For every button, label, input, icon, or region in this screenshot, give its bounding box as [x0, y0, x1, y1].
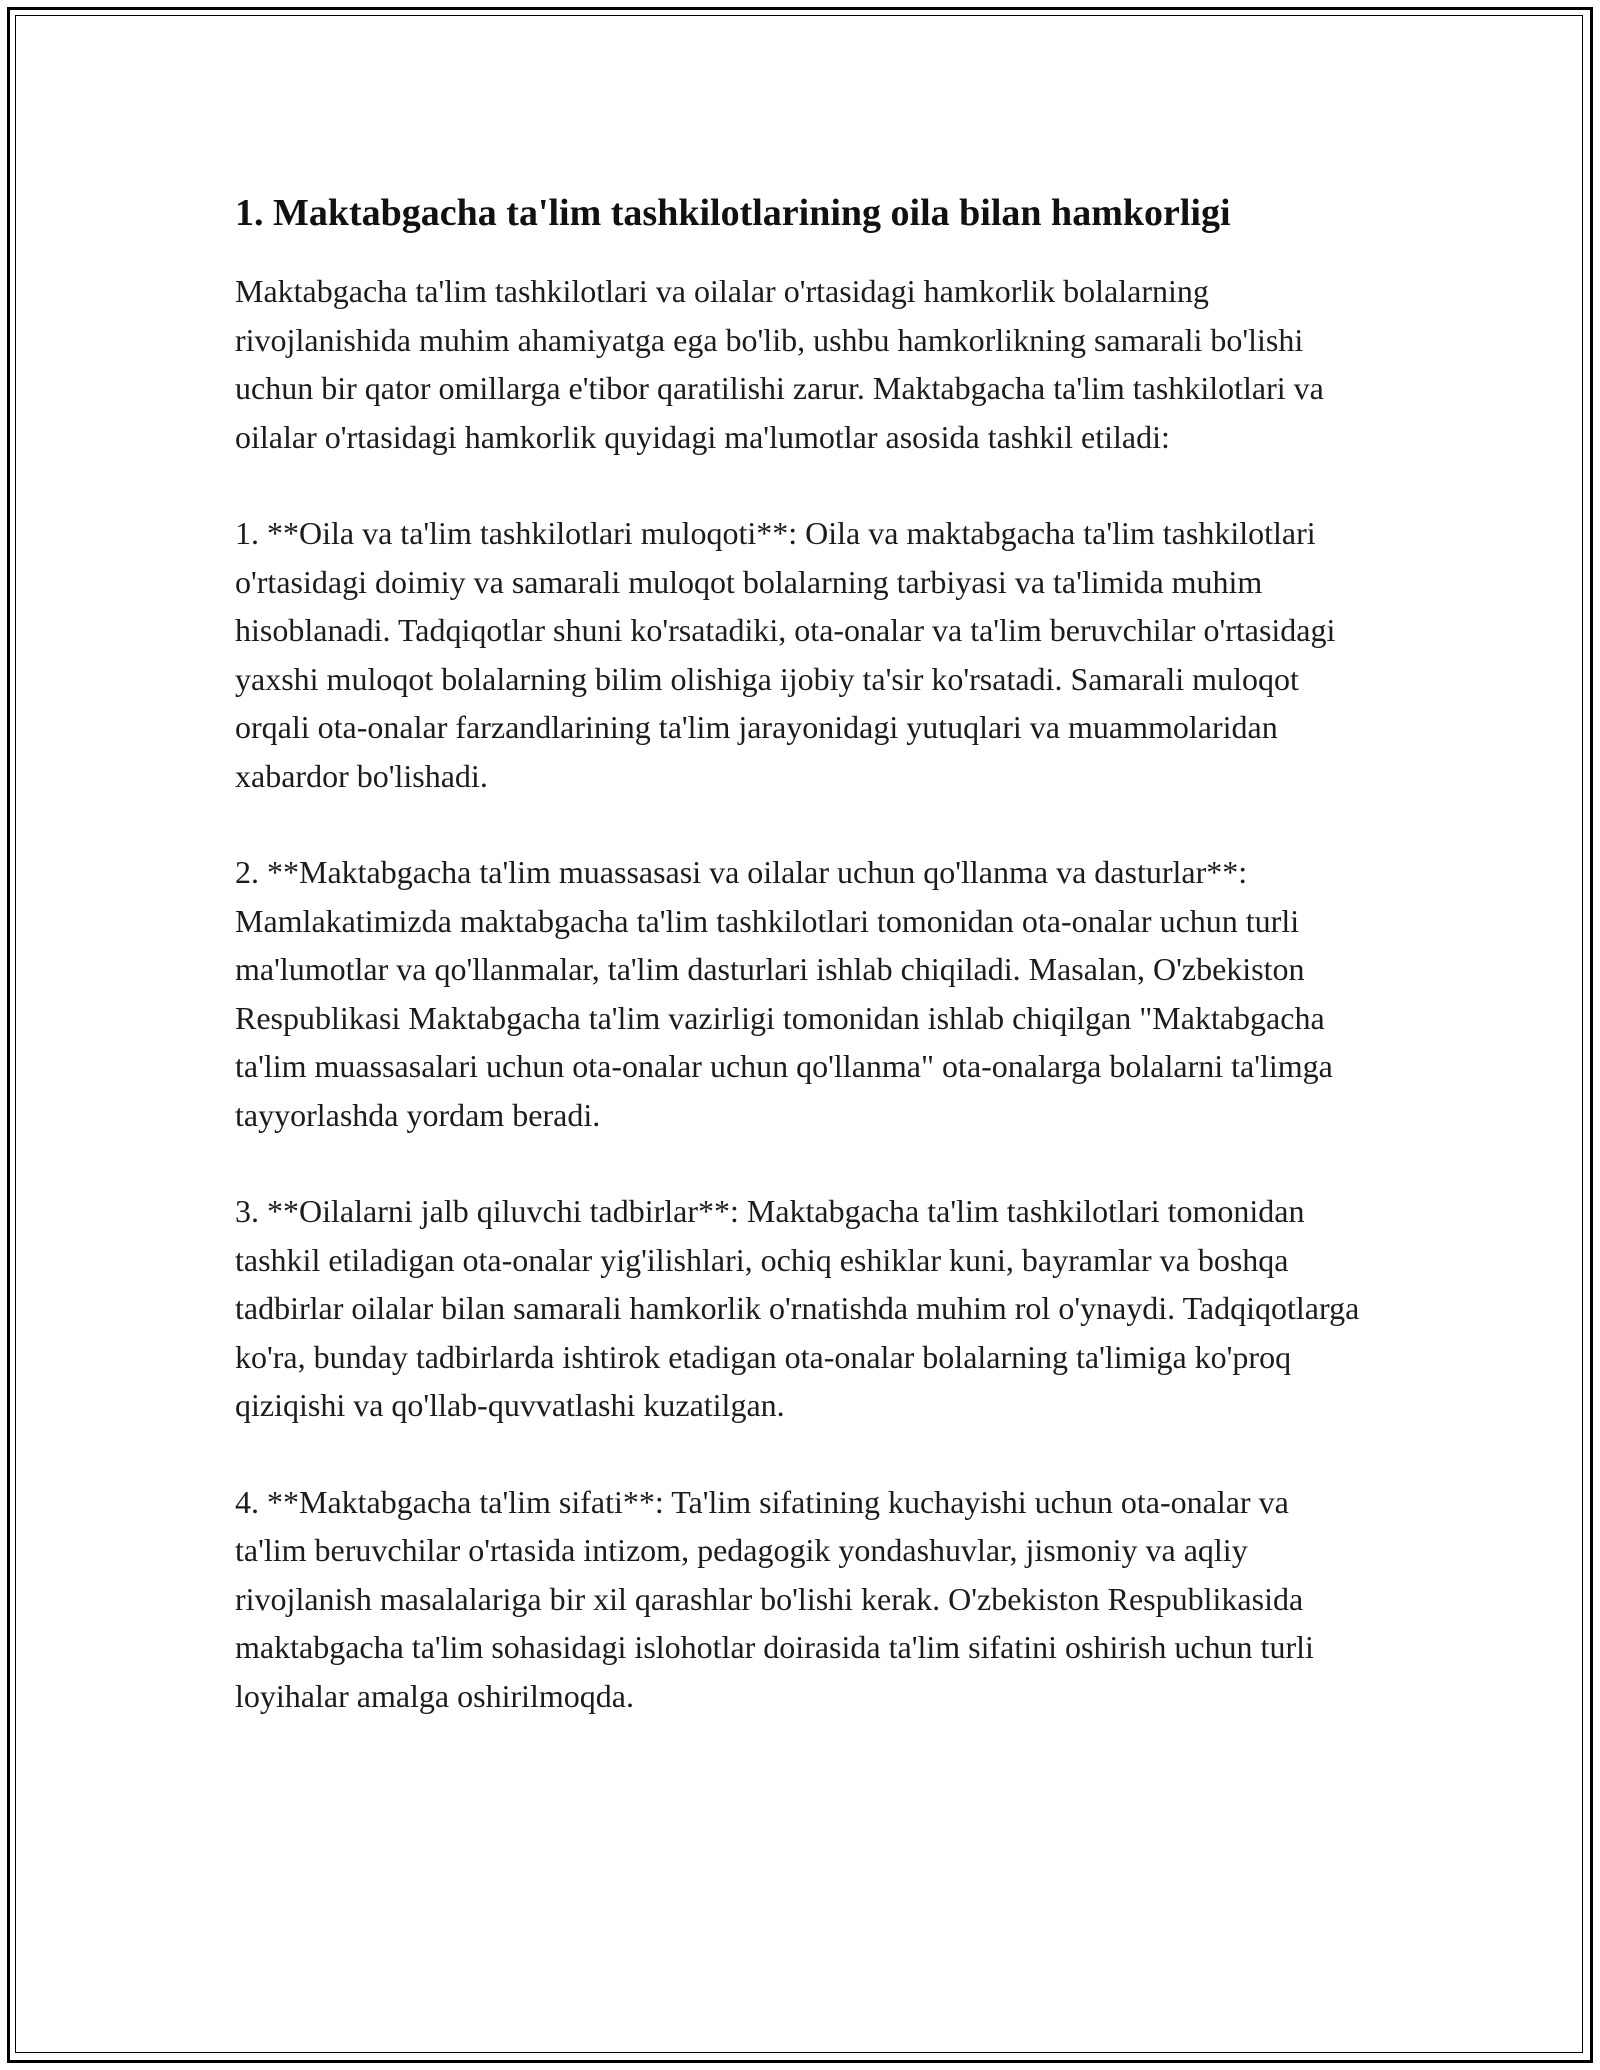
section-heading: 1. Maktabgacha ta'lim tashkilotlarining oila bilan hamkorligi — [235, 192, 1231, 234]
document-page — [235, 185, 1365, 1768]
paragraph-point-4: 4. **Maktabgacha ta'lim sifati**: Ta'lim sifatining kuchayishi uchun ota-onalar va ta'lim beruvchilar o'rtasida intizom, pedagogik yondashuvlar, jismoniy va aqliy rivojlanish masalalariga bir xil qarashlar bo'lishi kerak. O'zbekiston Respublikasida maktabgacha ta'lim sohasidagi islohotlar doirasida ta'lim sifatini oshirish uchun turli loyihalar amalga oshirilmoqda. — [235, 1483, 1314, 1714]
paragraph-point-1: 1. **Oila va ta'lim tashkilotlari muloqoti**: Oila va maktabgacha ta'lim tashkilotlari o'rtasidagi doimiy va samarali muloqot bolalarning tarbiyasi va ta'limida muhim hisoblanadi. Tadqiqotlar shuni ko'rsatadiki, ota-onalar va ta'lim beruvchilar o'rtasidagi yaxshi muloqot bolalarning bilim olishiga ijobiy ta'sir ko'rsatadi. Samarali muloqot orqali ota-onalar farzandlarining ta'lim jarayonidagi yutuqlari va muammolaridan xabardor bo'lishadi. — [235, 515, 1336, 794]
paragraph-point-2: 2. **Maktabgacha ta'lim muassasasi va oilalar uchun qo'llanma va dasturlar**: Mamlakatimizda maktabgacha ta'lim tashkilotlari tomonidan ota-onalar uchun turli ma'lumotlar va qo'llanmalar, ta'lim dasturlari ishlab chiqiladi. Masalan, O'zbekiston Respublikasi Maktabgacha ta'lim vazirligi tomonidan ishlab chiqilgan "Maktabgacha ta'lim muassasalari uchun ota-onalar uchun qo'llanma" ota-onalarga bolalarni ta'limga tayyorlashda yordam beradi. — [235, 854, 1333, 1133]
intro-paragraph: Maktabgacha ta'lim tashkilotlari va oilalar o'rtasidagi hamkorlik bolalarning rivojlanishida muhim ahamiyatga ega bo'lib, ushbu hamkorlikning samarali bo'lishi uchun bir qator omillarga e'tibor qaratilishi zarur. Maktabgacha ta'lim tashkilotlari va oilalar o'rtasidagi hamkorlik quyidagi ma'lumotlar asosida tashkil etiladi: — [235, 273, 1324, 455]
paragraph-point-3: 3. **Oilalarni jalb qiluvchi tadbirlar**: Maktabgacha ta'lim tashkilotlari tomonidan tashkil etiladigan ota-onalar yig'ilishlari, ochiq eshiklar kuni, bayramlar va boshqa tadbirlar oilalar bilan samarali hamkorlik o'rnatishda muhim rol o'ynaydi. Tadqiqotlarga ko'ra, bunday tadbirlarda ishtirok etadigan ota-onalar bolalarning ta'limiga ko'proq qiziqishi va qo'llab-quvvatlashi kuzatilgan. — [235, 1193, 1360, 1423]
